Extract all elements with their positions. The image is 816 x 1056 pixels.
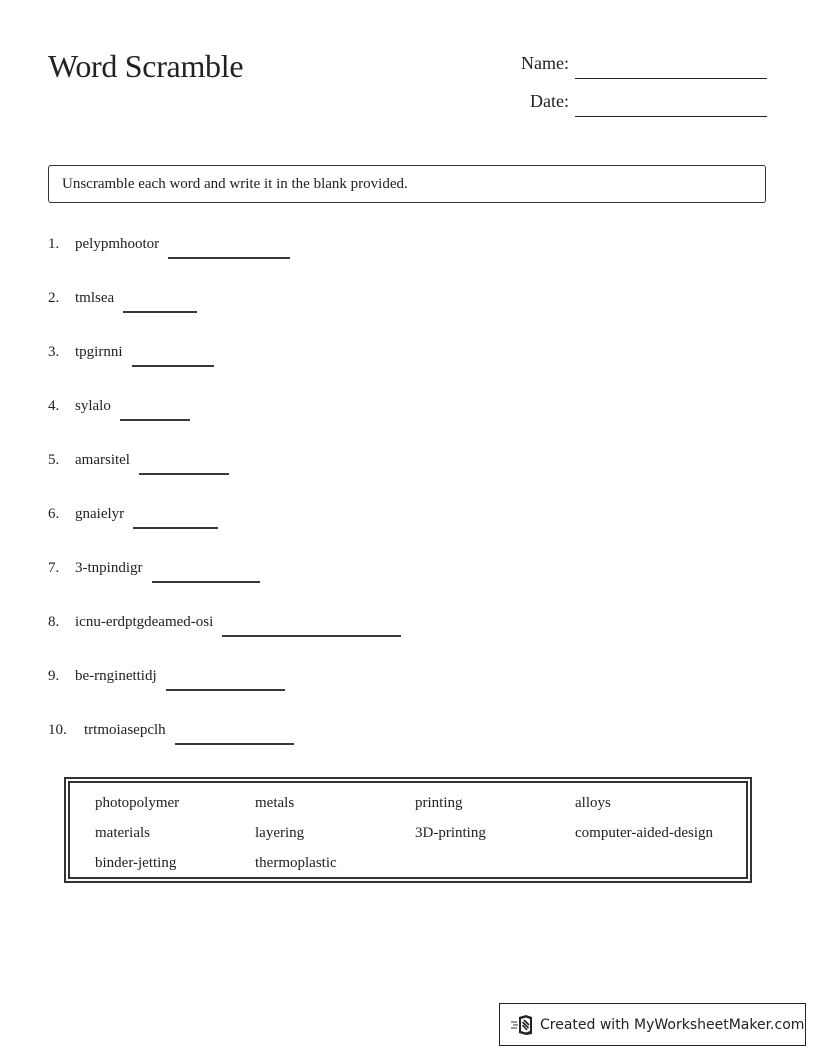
- answer-blank[interactable]: [139, 455, 229, 475]
- question-number: 10.: [48, 722, 67, 738]
- question-item: [48, 614, 401, 644]
- word-bank-item: materials: [95, 825, 150, 841]
- answer-blank[interactable]: [166, 671, 285, 691]
- question-number: 8.: [48, 614, 60, 630]
- scrambled-word: pelypmhootor: [75, 236, 160, 252]
- scrambled-word: amarsitel: [75, 452, 130, 468]
- word-bank-item: metals: [255, 795, 295, 811]
- answer-blank[interactable]: [175, 725, 294, 745]
- word-bank-item: 3D-printing: [415, 825, 486, 841]
- instructions-text: Unscramble each word and write it in the blank provided.: [62, 175, 408, 192]
- word-bank-item: printing: [415, 795, 463, 811]
- question-item: [48, 290, 197, 320]
- date-blank-line[interactable]: [575, 115, 767, 117]
- scrambled-word: gnaielyr: [75, 506, 125, 522]
- word-bank-item: thermoplastic: [255, 855, 337, 871]
- answer-blank[interactable]: [152, 563, 260, 583]
- question-item: [48, 398, 190, 428]
- question-item: [48, 236, 290, 266]
- scrambled-word: 3-tnpindigr: [75, 560, 143, 576]
- instructions-box: [48, 165, 766, 203]
- answer-blank[interactable]: [132, 347, 214, 367]
- scrambled-word: tpgirnni: [75, 344, 123, 360]
- word-bank: [64, 777, 752, 883]
- answer-blank[interactable]: [120, 401, 190, 421]
- question-number: 1.: [48, 236, 60, 252]
- question-number: 9.: [48, 668, 60, 684]
- question-item: [48, 506, 218, 536]
- name-label: Name:: [521, 53, 569, 73]
- scrambled-word: tmlsea: [75, 290, 115, 306]
- scrambled-word: be-rnginettidj: [75, 668, 157, 684]
- created-with-text: Created with MyWorksheetMaker.com: [540, 1016, 805, 1033]
- scrambled-word: trtmoiasepclh: [84, 722, 166, 738]
- question-item: [48, 452, 229, 482]
- date-field: [530, 91, 767, 111]
- word-bank-item: computer-aided-design: [575, 825, 713, 841]
- date-label: Date:: [530, 91, 569, 111]
- question-item: [48, 560, 260, 590]
- answer-blank[interactable]: [123, 293, 197, 313]
- word-bank-item: binder-jetting: [95, 855, 177, 871]
- created-with-badge[interactable]: [499, 1003, 806, 1046]
- question-number: 6.: [48, 506, 60, 522]
- answer-blank[interactable]: [222, 617, 401, 637]
- word-bank-item: alloys: [575, 795, 611, 811]
- question-number: 3.: [48, 344, 60, 360]
- name-field: [521, 53, 767, 73]
- question-item: [48, 344, 214, 374]
- question-number: 5.: [48, 452, 60, 468]
- question-item: [48, 668, 285, 698]
- question-number: 2.: [48, 290, 60, 306]
- question-item: [48, 722, 294, 752]
- name-blank-line[interactable]: [575, 77, 767, 79]
- word-bank-grid: [95, 795, 745, 885]
- word-bank-inner-border: [68, 781, 748, 879]
- answer-blank[interactable]: [168, 239, 290, 259]
- scrambled-word: icnu-erdptgdeamed-osi: [75, 614, 214, 630]
- question-number: 4.: [48, 398, 60, 414]
- answer-blank[interactable]: [133, 509, 218, 529]
- worksheet-maker-logo-icon: [510, 1014, 534, 1036]
- scrambled-word: sylalo: [75, 398, 111, 414]
- page-title: Word Scramble: [48, 48, 244, 84]
- word-bank-item: layering: [255, 825, 305, 841]
- question-number: 7.: [48, 560, 60, 576]
- word-bank-item: photopolymer: [95, 795, 180, 811]
